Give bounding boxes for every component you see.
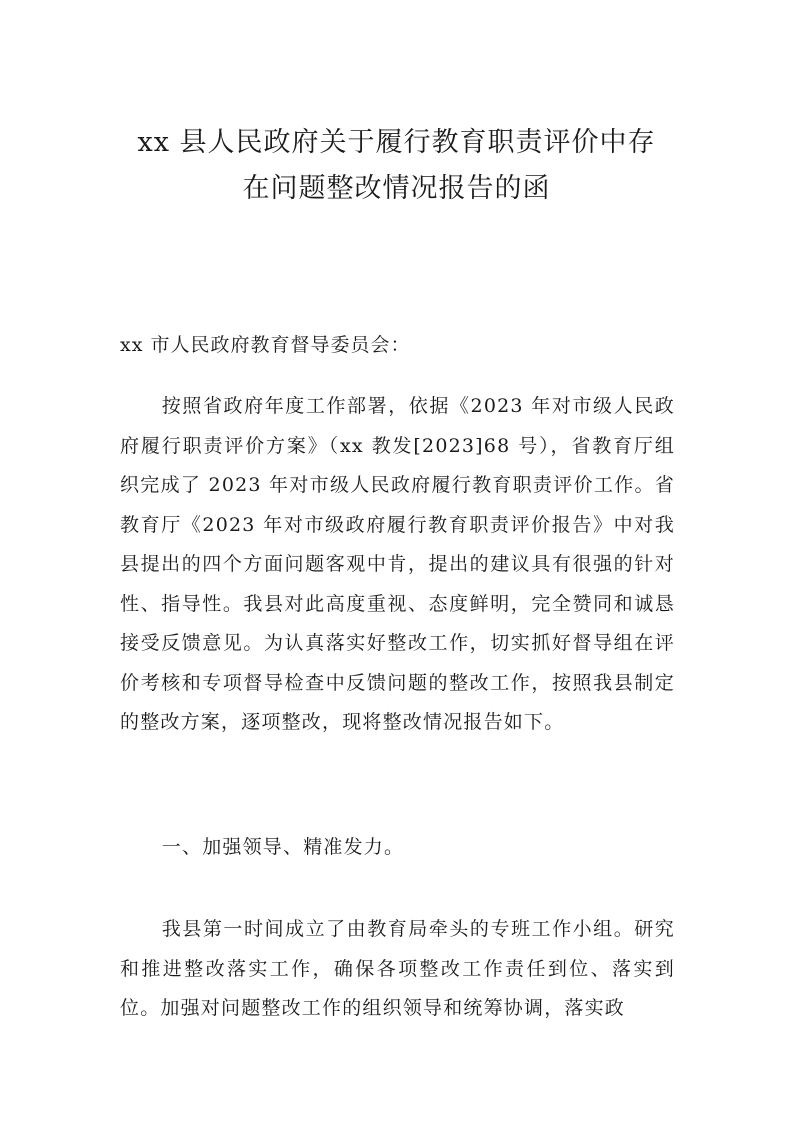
title-line-2: 在问题整改情况报告的函 — [242, 173, 551, 204]
title-line-1: xx 县人民政府关于履行教育职责评价中存 — [137, 127, 656, 158]
paragraph-section-1: 我县第一时间成立了由教育局牵头的专班工作小组。研究和推进整改落实工作，确保各项整改工作责任到位、落实到位。加强对问题整改工作的组织领导和统筹协调，落实政 — [120, 918, 675, 1019]
salutation: xx 市人民政府教育督导委员会： — [120, 334, 411, 356]
paragraph-intro: 按照省政府年度工作部署，依据《2023 年对市级人民政府履行职责评价方案》（xx 教发[2023]68 号），省教育厅组织完成了 2023 年对市级人民政府履行教育职责评价工作。省教育厅《2023 年对市级政府履行教育职责评价报告》中对我县提出的四个方面问题客观中肯，提出的建议具有很强的针对性、指导性。我县对此高度重视、态度鲜明，完全赞同和诚恳接受反馈意见。为认真落实好整改工作，切实抓好督导组在评价考核和专项督导检查中反馈问题的整改工作，按照我县制定的整改方案，逐项整改，现将整改情况报告如下。 — [120, 395, 675, 733]
section-heading-1: 一、加强领导、精准发力。 — [161, 836, 405, 858]
